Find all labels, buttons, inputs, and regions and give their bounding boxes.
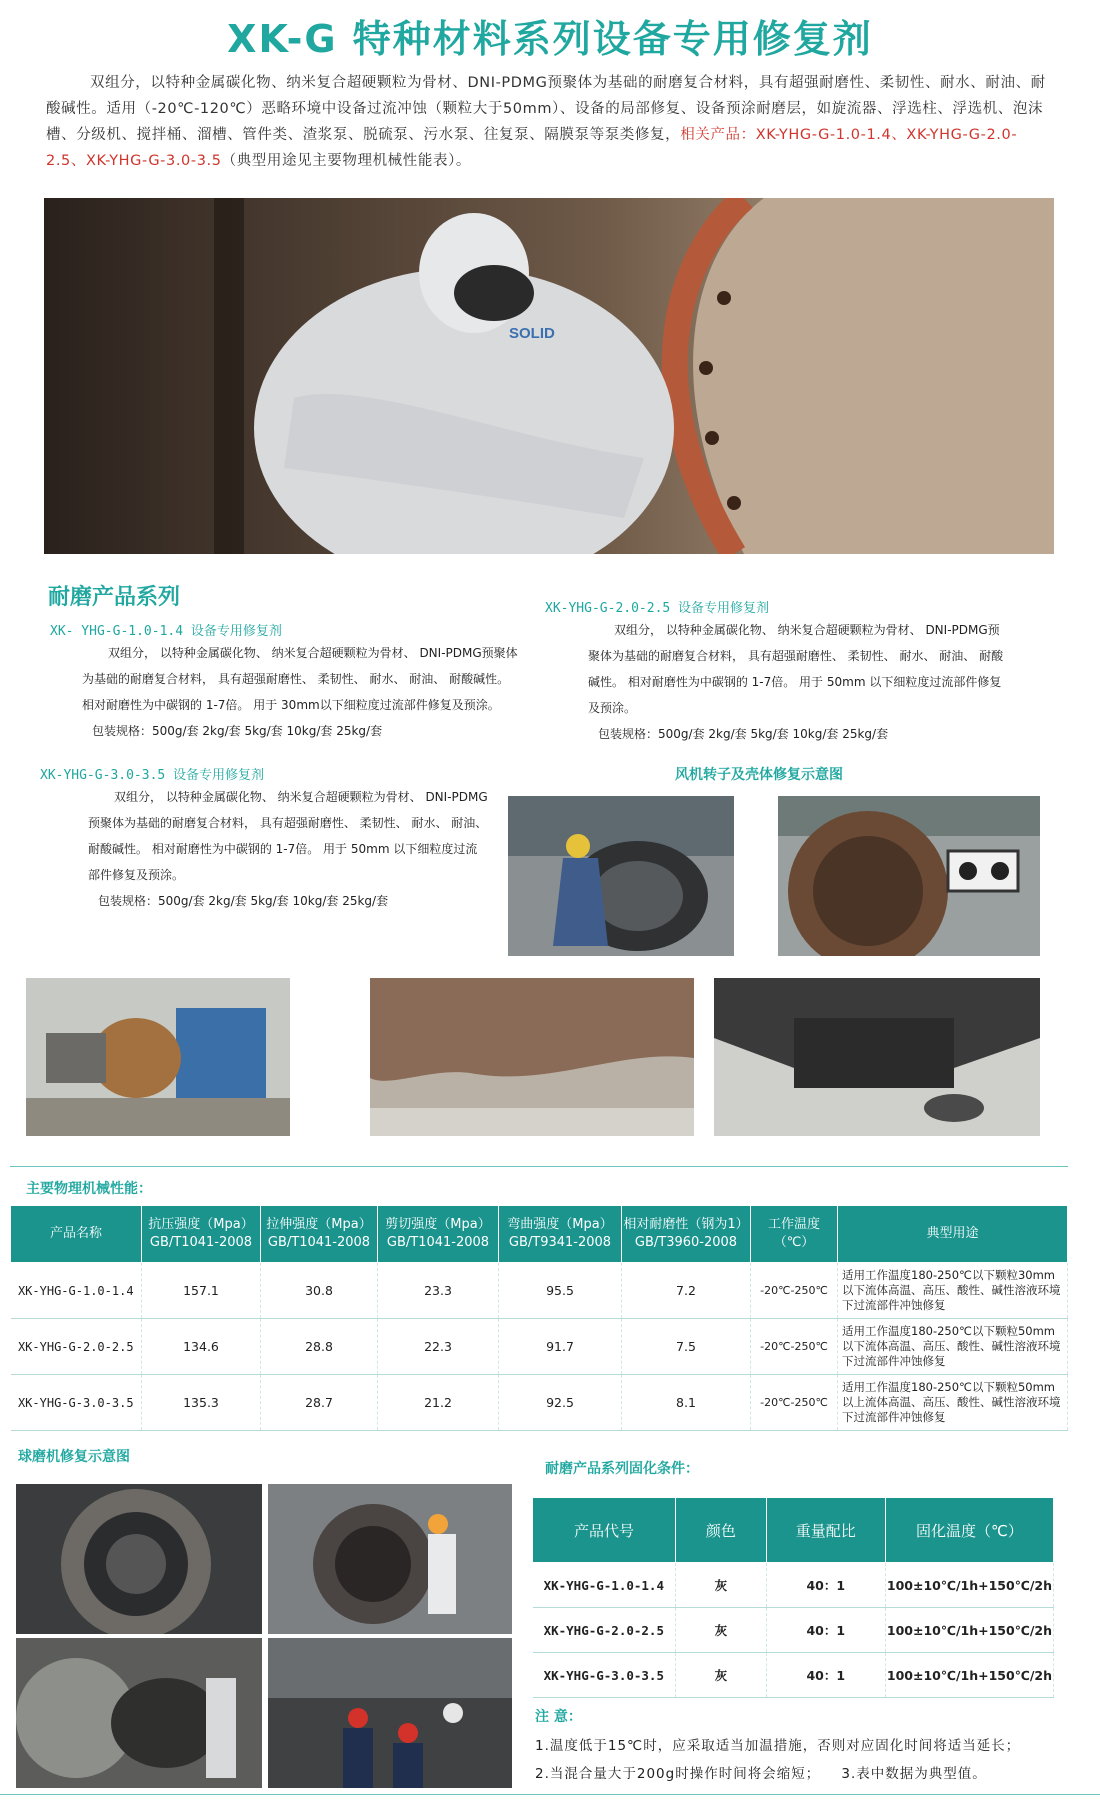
mech-cell-shear: 23.3 (378, 1263, 499, 1319)
cure-cell-temp: 100±10℃/1h+150℃/2h (885, 1653, 1053, 1698)
page-title: XK-G 特种材料系列设备专用修复剂 (227, 17, 873, 61)
mech-col-shear-l1: 剪切强度（Mpa） (385, 1217, 491, 1232)
notes-line-1: 1.温度低于15℃时，应采取适当加温措施，否则对应固化时间将适当延长； (535, 1738, 1021, 1754)
mech-col-tensile (261, 1206, 378, 1263)
cure-cell-code: XK-YHG-G-2.0-2.5 (533, 1608, 676, 1653)
mech-cell-bend: 91.7 (499, 1319, 622, 1375)
intro-text: 双组分，以特种金属碳化物、纳米复合超硬颗粒为骨材、DNI-PDMG预聚体为基础的耐磨复合材料，具有超强耐磨性、柔韧性、耐水、耐油、耐酸碱性。适用（-20℃-120℃）恶略环境中设备过流冲蚀（颗粒大于50mm）、设备的局部修复、设备预涂耐磨层，如旋流器、浮选柱、浮选机、泡沫槽、分级机、搅拌桶、溜槽、管件类、渣浆泵、脱硫泵、污水泵、往复泵、隔膜泵等泵类修复， (46, 75, 1046, 143)
mech-cell-wear: 8.1 (622, 1375, 751, 1431)
mech-col-bend-l2: GB/T9341-2008 (508, 1235, 612, 1250)
mech-col-compress (142, 1206, 261, 1263)
fan-repair-photo-1 (508, 796, 734, 956)
mech-col-use-label: 典型用途 (926, 1226, 979, 1241)
fan-housing-photo (714, 978, 1040, 1136)
mech-cell-compress: 157.1 (142, 1263, 261, 1319)
table-row (533, 1653, 1054, 1698)
product-1-desc: 双组分， 以特种金属碳化物、 纳米复合超硬颗粒为骨材、 DNI-PDMG预聚体为基础的耐磨复合材料， 具有超强耐磨性、 柔韧性、 耐水、 耐油、 耐酸碱性。 相对耐磨性为中碳钢的 1-7倍。 用于 30mm以下细粒度过流部件修复及预涂。 (82, 646, 518, 712)
mech-col-name-label: 产品名称 (49, 1226, 102, 1241)
notes-title: 注 意： (535, 1709, 582, 1725)
mech-cell-name: XK-YHG-G-3.0-3.5 (11, 1375, 142, 1431)
hero-photo (44, 198, 1054, 554)
cure-col-temp: 固化温度（℃） (885, 1498, 1053, 1563)
intro-related-products: 相关产品：XK-YHG-G-1.0-1.4、XK-YHG-G-2.0-2.5、XK-YHG-G-3.0-3.5 (46, 127, 1018, 169)
cure-cell-temp: 100±10℃/1h+150℃/2h (885, 1563, 1053, 1608)
mech-col-bend (499, 1206, 622, 1263)
mech-cell-shear: 21.2 (378, 1375, 499, 1431)
mech-col-temp (751, 1206, 838, 1263)
cure-col-code: 产品代号 (533, 1498, 676, 1563)
mech-col-temp-l1: 工作温度 (767, 1217, 820, 1232)
cure-title: 耐磨产品系列固化条件： (545, 1461, 699, 1477)
mech-col-bend-l1: 弯曲强度（Mpa） (507, 1217, 613, 1232)
intro-paragraph (46, 70, 1056, 174)
cure-conditions-table (532, 1497, 1054, 1698)
cure-cell-code: XK-YHG-G-1.0-1.4 (533, 1563, 676, 1608)
cure-cell-temp: 100±10℃/1h+150℃/2h (885, 1608, 1053, 1653)
mech-col-wear (622, 1206, 751, 1263)
mech-cell-tensile: 30.8 (261, 1263, 378, 1319)
product-3-heading: XK-YHG-G-3.0-3.5 设备专用修复剂 (40, 768, 265, 783)
mech-col-compress-l1: 抗压强度（Mpa） (148, 1217, 254, 1232)
cure-cell-color: 灰 (676, 1608, 767, 1653)
cure-cell-code: XK-YHG-G-3.0-3.5 (533, 1653, 676, 1698)
mech-col-compress-l2: GB/T1041-2008 (149, 1235, 253, 1250)
product-1-body (82, 640, 522, 744)
mech-cell-use: 适用工作温度180-250℃以下颗粒30mm以下流体高温、高压、酸性、碱性溶液环境下过流部件冲蚀修复 (838, 1263, 1068, 1319)
intro-tail: （典型用途见主要物理机械性能表）。 (221, 153, 472, 169)
cure-cell-ratio: 40：1 (766, 1563, 885, 1608)
cure-cell-color: 灰 (676, 1653, 767, 1698)
cure-col-ratio: 重量配比 (766, 1498, 885, 1563)
product-2-body (588, 617, 1008, 747)
mech-col-temp-l2: （℃） (773, 1235, 815, 1250)
ball-mill-caption: 球磨机修复示意图 (18, 1449, 130, 1465)
ball-mill-photo-4 (268, 1638, 512, 1788)
ball-mill-photo-3 (16, 1638, 262, 1788)
notes-line-2: 2.当混合量大于200g时操作时间将会缩短； 3.表中数据为典型值。 (535, 1766, 987, 1782)
series-title: 耐磨产品系列 (48, 585, 181, 610)
mech-col-name (11, 1206, 142, 1263)
mech-cell-compress: 135.3 (142, 1375, 261, 1431)
mech-col-shear-l2: GB/T1041-2008 (386, 1235, 490, 1250)
mech-cell-use: 适用工作温度180-250℃以下颗粒50mm以上流体高温、高压、酸性、碱性溶液环境下过流部件冲蚀修复 (838, 1375, 1068, 1431)
mech-divider (10, 1166, 1068, 1167)
table-row (11, 1375, 1068, 1431)
cure-cell-ratio: 40：1 (766, 1653, 885, 1698)
mech-cell-bend: 92.5 (499, 1375, 622, 1431)
mech-cell-shear: 22.3 (378, 1319, 499, 1375)
mech-cell-temp: -20℃-250℃ (751, 1319, 838, 1375)
cure-cell-ratio: 40：1 (766, 1608, 885, 1653)
coated-surface-photo (370, 978, 694, 1136)
mech-cell-name: XK-YHG-G-2.0-2.5 (11, 1319, 142, 1375)
mech-col-tensile-l1: 拉伸强度（Mpa） (266, 1217, 372, 1232)
mech-col-wear-l2: GB/T3960-2008 (634, 1235, 738, 1250)
ball-mill-photo-2 (268, 1484, 512, 1634)
product-3-desc: 双组分， 以特种金属碳化物、 纳米复合超硬颗粒为骨材、 DNI-PDMG预聚体为基础的耐磨复合材料， 具有超强耐磨性、 柔韧性、 耐水、 耐油、 耐酸碱性。 相对耐磨性为中碳钢的 1-7倍。 用于 50mm 以下细粒度过流部件修复及预涂。 (88, 790, 488, 882)
cure-header-row (533, 1498, 1054, 1563)
mech-cell-tensile: 28.8 (261, 1319, 378, 1375)
mech-cell-temp: -20℃-250℃ (751, 1263, 838, 1319)
fan-repair-photo-2 (778, 796, 1040, 956)
table-row (533, 1563, 1054, 1608)
mech-cell-wear: 7.5 (622, 1319, 751, 1375)
mech-col-shear (378, 1206, 499, 1263)
fan-caption: 风机转子及壳体修复示意图 (675, 767, 843, 783)
mech-cell-name: XK-YHG-G-1.0-1.4 (11, 1263, 142, 1319)
product-1-heading: XK- YHG-G-1.0-1.4 设备专用修复剂 (50, 624, 282, 639)
ball-mill-photo-1 (16, 1484, 262, 1634)
product-2-heading: XK-YHG-G-2.0-2.5 设备专用修复剂 (545, 601, 770, 616)
industrial-fan-photo (26, 978, 290, 1136)
hero-logo: SOLID (509, 325, 555, 342)
table-row (533, 1608, 1054, 1653)
mech-col-wear-l1: 相对耐磨性（钢为1） (623, 1217, 749, 1232)
product-2-desc: 双组分， 以特种金属碳化物、 纳米复合超硬颗粒为骨材、 DNI-PDMG预聚体为基础的耐磨复合材料， 具有超强耐磨性、 柔韧性、 耐水、 耐油、 耐酸碱性。 相对耐磨性为中碳钢的 1-7倍。 用于 50mm 以下细粒度过流部件修复及预涂。 (588, 623, 1004, 715)
cure-cell-color: 灰 (676, 1563, 767, 1608)
mech-header-row (11, 1206, 1068, 1263)
mech-properties-table (10, 1205, 1068, 1431)
product-3-body (88, 784, 488, 914)
cure-col-color: 颜色 (676, 1498, 767, 1563)
mech-cell-bend: 95.5 (499, 1263, 622, 1319)
mech-cell-use: 适用工作温度180-250℃以下颗粒50mm以下流体高温、高压、酸性、碱性溶液环境下过流部件冲蚀修复 (838, 1319, 1068, 1375)
footer-divider (0, 1794, 1100, 1795)
mech-cell-compress: 134.6 (142, 1319, 261, 1375)
mech-cell-temp: -20℃-250℃ (751, 1375, 838, 1431)
mech-cell-wear: 7.2 (622, 1263, 751, 1319)
table-row (11, 1319, 1068, 1375)
product-1-pack: 包装规格：500g/套 2kg/套 5kg/套 10kg/套 25kg/套 (92, 724, 383, 738)
product-2-pack: 包装规格：500g/套 2kg/套 5kg/套 10kg/套 25kg/套 (598, 727, 889, 741)
mech-col-use (838, 1206, 1068, 1263)
mech-col-tensile-l2: GB/T1041-2008 (267, 1235, 371, 1250)
table-row (11, 1263, 1068, 1319)
mech-cell-tensile: 28.7 (261, 1375, 378, 1431)
product-3-pack: 包装规格：500g/套 2kg/套 5kg/套 10kg/套 25kg/套 (98, 894, 389, 908)
mech-title: 主要物理机械性能： (26, 1181, 152, 1197)
